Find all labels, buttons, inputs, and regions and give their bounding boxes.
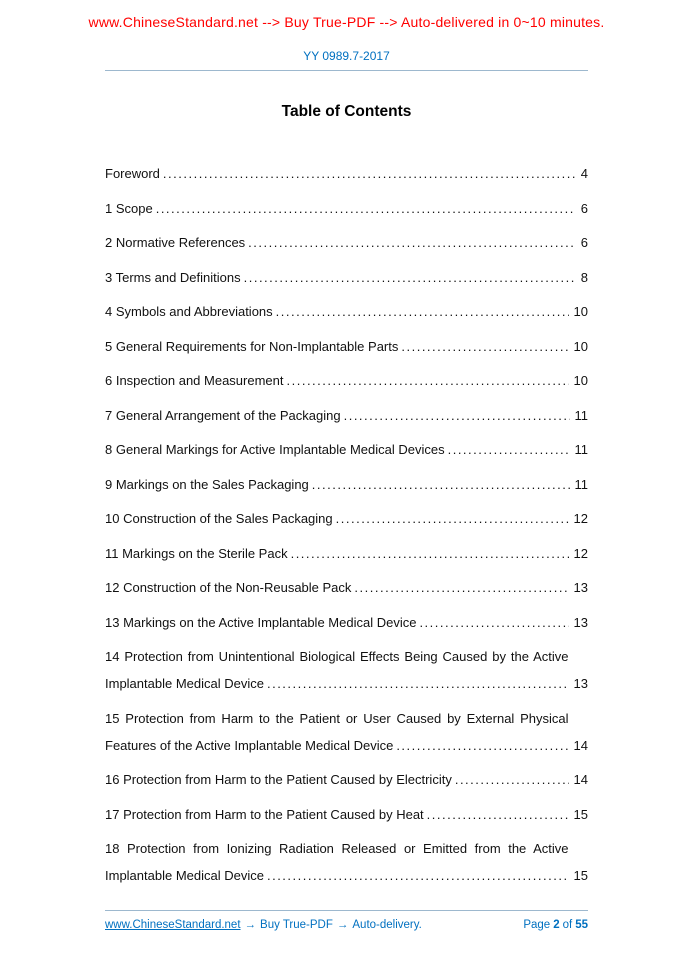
toc-entry-label: 12 Construction of the Non-Reusable Pack ..... [105, 574, 569, 601]
toc-entry-label: 11 Markings on the Sterile Pack ..... [105, 540, 569, 567]
page-title: Table of Contents [281, 103, 412, 120]
toc-entry[interactable] [105, 540, 588, 567]
toc-entry[interactable] [105, 436, 588, 463]
toc-entry[interactable] [105, 574, 588, 601]
toc-entry-label: Foreword ..... [105, 160, 576, 187]
page-indicator [523, 919, 588, 931]
toc-entry[interactable] [105, 609, 588, 636]
toc-entry[interactable] [105, 766, 588, 793]
toc-entry-page: 15 [573, 806, 588, 822]
arrow-right-icon: → [244, 919, 257, 931]
toc-entry-label: 9 Markings on the Sales Packaging ..... [105, 471, 570, 498]
toc-entry-label: 14 Protection from Unintentional Biological Effects Being Caused by the Active Implantable Medical Device ..... [105, 643, 569, 697]
toc-entry[interactable] [105, 471, 588, 498]
page-number: 2 [553, 919, 560, 931]
toc-entry[interactable] [105, 195, 588, 222]
toc-entry-label: 10 Construction of the Sales Packaging ..... [105, 505, 569, 532]
toc-entry[interactable] [105, 160, 588, 187]
header-rule [105, 70, 588, 71]
toc-entry[interactable] [105, 643, 588, 697]
footer-item-buy: Buy True-PDF [260, 919, 333, 931]
toc-entry-page: 10 [573, 304, 588, 319]
page-total: 55 [575, 919, 588, 931]
toc-entry-label: 2 Normative References ..... [105, 229, 576, 256]
toc-entry-page: 14 [573, 737, 588, 753]
page-indicator-label: Page [523, 919, 551, 931]
toc-entry-page: 10 [573, 373, 588, 388]
toc-entry-label: 5 General Requirements for Non-Implantable Parts ..... [105, 333, 569, 360]
page-of-label: of [562, 919, 573, 931]
toc-entry-page: 8 [580, 269, 588, 285]
toc-entry[interactable] [105, 835, 588, 889]
footer [105, 910, 588, 931]
toc-entry-page: 11 [574, 442, 588, 457]
toc-entry[interactable] [105, 264, 588, 291]
toc-entry-label: 1 Scope ..... [105, 195, 576, 222]
footer-link[interactable]: www.ChineseStandard.net [105, 919, 241, 931]
toc-list [105, 160, 588, 897]
toc-entry[interactable] [105, 705, 588, 759]
toc-entry-label: 8 General Markings for Active Implantable Medical Devices ..... [105, 436, 570, 463]
toc-entry-label: 15 Protection from Harm to the Patient or User Caused by External Physical Features of the Active Implantable Medical Device ..... [105, 705, 569, 759]
footer-left [105, 919, 422, 931]
toc-entry-page: 13 [573, 676, 588, 691]
toc-entry-label: 7 General Arrangement of the Packaging ..... [105, 402, 570, 429]
footer-item-delivery: Auto-delivery. [352, 919, 422, 931]
toc-entry[interactable] [105, 505, 588, 532]
toc-entry-label: 6 Inspection and Measurement ..... [105, 367, 569, 394]
toc-entry-page: 13 [573, 614, 588, 630]
toc-entry[interactable] [105, 333, 588, 360]
toc-entry-label: 13 Markings on the Active Implantable Medical Device ..... [105, 609, 569, 636]
arrow-right-icon: → [336, 919, 349, 931]
toc-entry[interactable] [105, 229, 588, 256]
toc-entry-page: 6 [580, 235, 588, 250]
toc-entry[interactable] [105, 367, 588, 394]
toc-entry-page: 10 [573, 338, 588, 354]
toc-entry-label: 16 Protection from Harm to the Patient Caused by Electricity ..... [105, 766, 569, 793]
toc-entry-page: 6 [580, 200, 588, 216]
toc-entry-label: 17 Protection from Harm to the Patient Caused by Heat ..... [105, 801, 569, 828]
standard-code: YY 0989.7-2017 [303, 49, 390, 63]
toc-entry-label: 4 Symbols and Abbreviations ..... [105, 298, 569, 325]
toc-entry-page: 14 [573, 772, 588, 787]
toc-entry-page: 12 [573, 511, 588, 526]
toc-entry-page: 15 [573, 868, 588, 883]
toc-entry-label: 3 Terms and Definitions ..... [105, 264, 576, 291]
toc-entry[interactable] [105, 402, 588, 429]
toc-entry-page: 11 [574, 407, 588, 423]
toc-entry-page: 11 [574, 476, 588, 492]
toc-entry-page: 4 [580, 166, 588, 181]
toc-entry[interactable] [105, 801, 588, 828]
top-banner-text: www.ChineseStandard.net --> Buy True-PDF --> Auto-delivered in 0~10 minutes. [88, 14, 605, 30]
toc-entry-page: 13 [573, 580, 588, 595]
toc-entry[interactable] [105, 298, 588, 325]
toc-entry-page: 12 [573, 545, 588, 561]
toc-entry-label: 18 Protection from Ionizing Radiation Released or Emitted from the Active Implantable Medical Device ..... [105, 835, 569, 889]
